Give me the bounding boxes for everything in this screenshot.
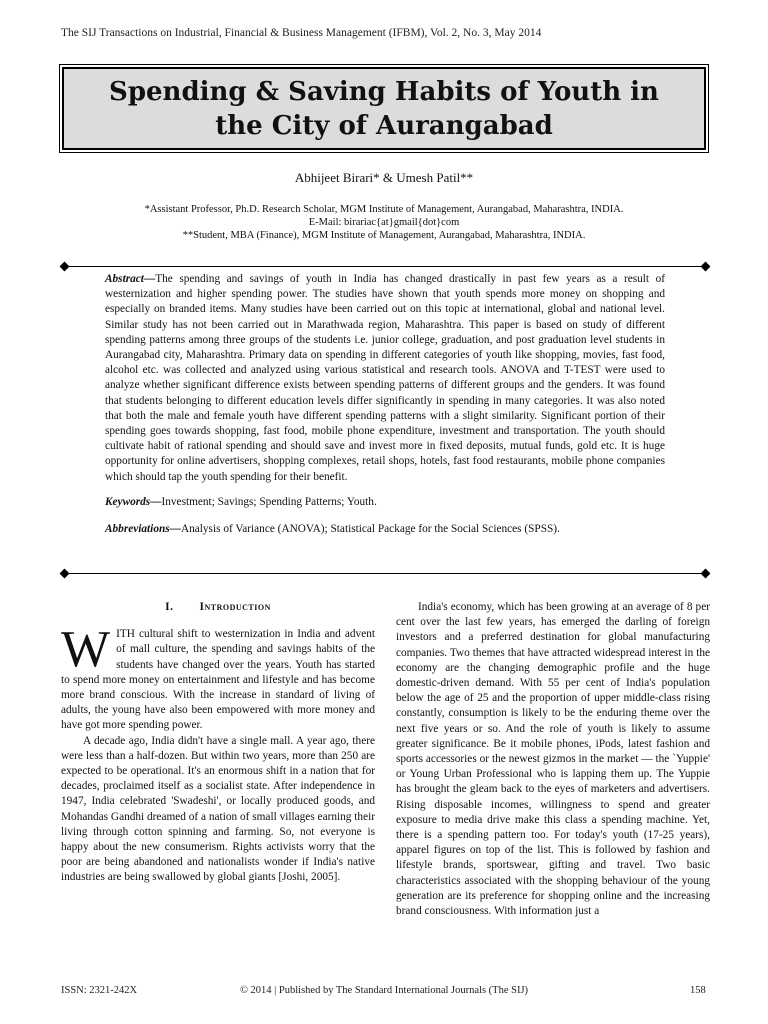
abstract-text: The spending and savings of youth in India has changed drastically in past few years as a result of westernization and higher spending power. The studies have shown that youth spends more money on shopping and especially on branded items. Many studies have been carried out on this topic at international, global and national level. Similar study has not been carried out in Marathwada region, Maharashtra. This paper is based on study of different spending patterns among three groups of the students i.e. junior college, graduation, and post graduation level students in Aurangabad city, Maharashtra. Primary data on spending in different categories of youth like shopping, movies, fast food, alcohol etc. was collected and analyzed using various statistical and research tools. ANOVA and T-TEST were used to analyze whether significant difference exists between spending patterns of different groups and the genders. It was found that students belonging to different education levels differ significantly in spending in many categories. It was also noted that both the male and female youth have different spending patterns with a slight similarity. Significant portion of their spending goes towards shopping, fast food, mobile phone expenditure, investment and transportation. The youth should cultivate habit of rational spending and should save and invest more in fixed deposits, mutual funds, gold etc. It is huge opportunity for online advertisers, shopping complexes, retail shops, hotels, fast food restaurants, mobile phone companies which should tap the youth spending for their benefit. <box>105 273 665 483</box>
affiliation-1: *Assistant Professor, Ph.D. Research Scholar, MGM Institute of Management, Aurangabad, Maharashtra, INDIA. <box>144 204 624 215</box>
footer-page-number: 158 <box>690 985 706 996</box>
left-column <box>61 600 375 886</box>
keywords-label: Keywords— <box>105 495 162 508</box>
keywords-paragraph <box>105 495 665 510</box>
drop-cap: W <box>61 621 111 679</box>
abbreviations-paragraph <box>105 522 665 537</box>
bottom-divider <box>64 573 706 574</box>
title-line-1: Spending & Saving Habits of Youth in <box>109 76 659 107</box>
abstract-block <box>105 272 665 537</box>
section-heading-introduction <box>61 600 375 615</box>
intro-paragraph-2: A decade ago, India didn't have a single mall. A year ago, there were less than a half-dozen. But within two years, more than 250 are expected to be operational. It's an enormous shift in a nation that for decades, proclaimed itself as a socialist state. After independence in 1947, India celebrated 'Swadeshi', or locally produced goods, and Mohandas Gandhi dreamed of a nation of small villages earning their living through cotton spinning and farming. So, not everyone is happy about the new consumerism. Rights activists worry that the poor are being abandoned and nationalists wonder if India's native industries are being swallowed by global giants [Joshi, 2005]. <box>61 734 375 884</box>
intro-paragraph-3: India's economy, which has been growing at an average of 8 per cent over the last few years, has emerged the darling of foreign investors and a preferred destination for global manufacturing companies. Two themes that have attracted widespread interest in the economy are the changing demographic profile and the huge domestic-driven demand. With 55 per cent of India's population below the age of 25 and the proportion of upper middle-class rising constantly, consumption is likely to be the enduring theme over the next five years or so. And the role of youth is likely to assume greater significance. Be it mobile phones, iPods, latest fashion and sports accessories or the newest gizmos in the market — the `Yuppie' or Young Urban Professional who is lapping them up. The Yuppie has brought the gleam back to the eyes of marketers and advertisers. Rising disposable incomes, willingness to spend and greater exposure to media drive make this class a spending machine. Yet, there is a spending pattern too. For today's youth (17-25 years), apparel figures on top of the list. This is followed by fashion and lifestyle brands, sportswear, gifting and travel. Two basic characteristics associated with the shopping behaviour of the young generation are its preference for shopping online and the increasing brand consciousness. With information just a <box>396 601 710 918</box>
section-number: I. <box>165 601 174 613</box>
intro-paragraph-1-text: ITH cultural shift to westernization in India and advent of mall culture, the spending and savings habits of the students have changed over the years. Youth has started to spend more money on entertainment and lifestyle and has become more brand conscious. With the increase in standard of living of adults, the young have also been empowered with more money and have got more spending power. <box>61 628 375 732</box>
footer-publisher: © 2014 | Published by The Standard International Journals (The SIJ) <box>239 985 529 996</box>
abstract-paragraph <box>105 272 665 485</box>
affiliations <box>0 203 768 242</box>
title-box <box>62 67 706 150</box>
abstract-label: Abstract— <box>105 273 156 285</box>
author-line: Abhijeet Birari* & Umesh Patil** <box>294 170 474 185</box>
keywords-text: Investment; Savings; Spending Patterns; Youth. <box>161 495 377 508</box>
title-line-2: the City of Aurangabad <box>215 110 553 141</box>
footer-issn: ISSN: 2321-242X <box>61 985 138 996</box>
section-title: Introduction <box>199 601 271 613</box>
intro-paragraph-1 <box>61 621 375 733</box>
abbreviations-text: Analysis of Variance (ANOVA); Statistical Package for the Social Sciences (SPSS). <box>180 523 560 536</box>
top-divider <box>64 266 706 267</box>
paper-title <box>109 75 659 143</box>
author-email: E-Mail: birariac{at}gmail{dot}com <box>308 217 460 228</box>
abbreviations-label: Abbreviations— <box>105 523 181 536</box>
journal-header: The SIJ Transactions on Industrial, Financial & Business Management (IFBM), Vol. 2, No. 3, May 2014 <box>61 27 542 39</box>
affiliation-2: **Student, MBA (Finance), MGM Institute of Management, Aurangabad, Maharashtra, INDIA. <box>182 230 586 241</box>
right-column <box>396 600 710 919</box>
